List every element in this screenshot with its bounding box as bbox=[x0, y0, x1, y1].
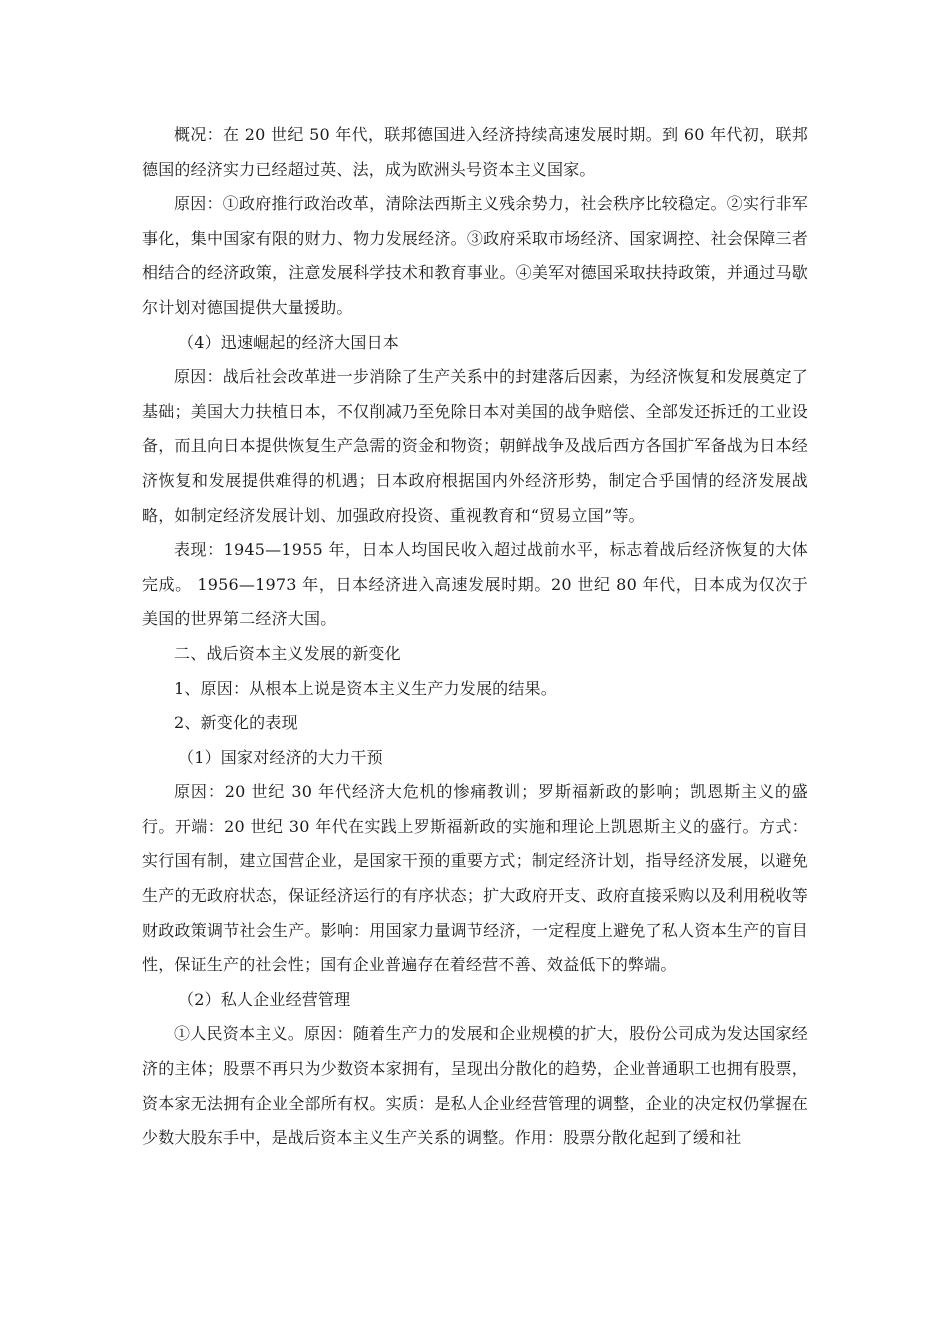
heading-new-changes: 2、新变化的表现 bbox=[174, 713, 298, 733]
heading-section-two: 二、战后资本主义发展的新变化 bbox=[174, 643, 401, 663]
document-body bbox=[142, 118, 808, 1156]
paragraph-germany-overview: 概况：在 20 世纪 50 年代，联邦德国进入经济持续高速发展时期。到 60 年代初，联邦德国的经济实力已经超过英、法，成为欧洲头号资本主义国家。 bbox=[142, 125, 808, 179]
paragraph-japan-reasons: 原因：战后社会改革进一步消除了生产关系中的封建落后因素，为经济恢复和发展奠定了基础；美国大力扶植日本，不仅削减乃至免除日本对美国的战争赔偿、全部发还拆迁的工业设备，而且向日本提供恢复生产急需的资金和物资；朝鲜战争及战后西方各国扩军备战为日本经济恢复和发展提供难得的机遇；日本政府根据国内外经济形势，制定合乎国情的经济发展战略，如制定经济发展计划、加强政府投资、重视教育和“贸易立国”等。 bbox=[142, 367, 808, 525]
heading-state-intervention: （1）国家对经济的大力干预 bbox=[178, 747, 383, 767]
heading-private-management: （2）私人企业经营管理 bbox=[178, 989, 351, 1009]
paragraph-japan-performance: 表现：1945—1955 年，日本人均国民收入超过战前水平，标志着战后经济恢复的大体完成。 1956—1973 年，日本经济进入高速发展时期。20 世纪 80 年代，日本成为仅次于美国的世界第二经济大国。 bbox=[142, 540, 808, 629]
paragraph-cause: 1、原因：从根本上说是资本主义生产力发展的结果。 bbox=[174, 678, 557, 698]
paragraph-germany-reasons: 原因：①政府推行政治改革，清除法西斯主义残余势力，社会秩序比较稳定。②实行非军事化，集中国家有限的财力、物力发展经济。③政府采取市场经济、国家调控、社会保障三者相结合的经济政策，注意发展科学技术和教育事业。④美军对德国采取扶持政策，并通过马歇尔计划对德国提供大量援助。 bbox=[142, 194, 808, 317]
paragraph-state-intervention: 原因：20 世纪 30 年代经济大危机的惨痛教训；罗斯福新政的影响；凯恩斯主义的盛行。开端：20 世纪 30 年代在实践上罗斯福新政的实施和理论上凯恩斯主义的盛行。方式：实行国有制，建立国营企业，是国家干预的重要方式；制定经济计划，指导经济发展，以避免生产的无政府状态，保证经济运行的有序状态；扩大政府开支、政府直接采购以及利用税收等财政政策调节社会生产。影响：用国家力量调节经济，一定程度上避免了私人资本生产的盲目性，保证生产的社会性；国有企业普遍存在着经营不善、效益低下的弊端。 bbox=[142, 782, 808, 975]
paragraph-peoples-capitalism: ①人民资本主义。原因：随着生产力的发展和企业规模的扩大，股份公司成为发达国家经济的主体；股票不再只为少数资本家拥有，呈现出分散化的趋势，企业普通职工也拥有股票，资本家无法拥有企业全部所有权。实质：是私人企业经营管理的调整，企业的决定权仍掌握在少数大股东手中，是战后资本主义生产关系的调整。作用：股票分散化起到了缓和社 bbox=[142, 1024, 808, 1148]
heading-japan: （4）迅速崛起的经济大国日本 bbox=[178, 332, 399, 352]
